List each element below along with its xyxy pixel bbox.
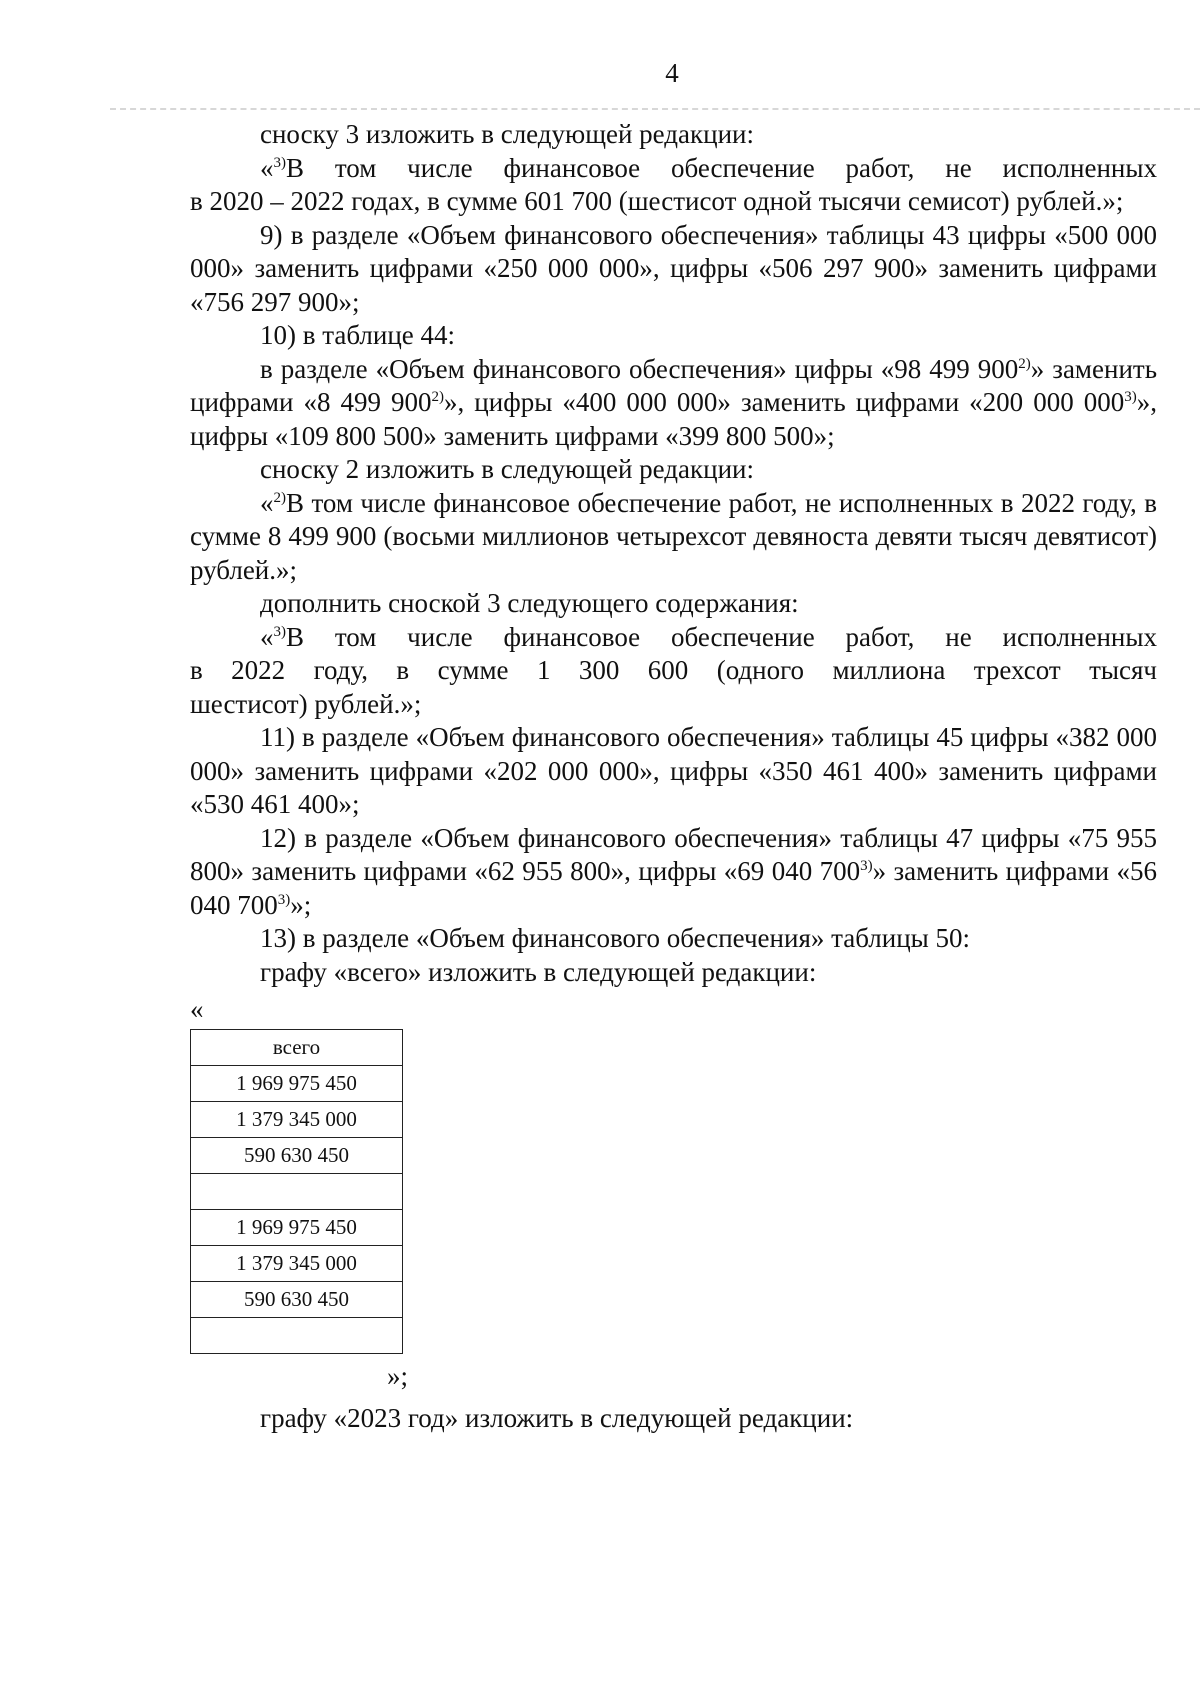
table-header-cell: всего [191,1030,403,1066]
paragraph-footnote3-text [190,152,1157,219]
table-cell: 590 630 450 [191,1282,403,1318]
paragraph-item-10: 10) в таблице 44: [260,320,456,350]
scan-artifact-line [110,108,1200,110]
table-cell [191,1174,403,1210]
table-header-row [191,1030,403,1066]
document-body [190,118,1157,1436]
page-number: 4 [665,58,679,88]
paragraph-footnote2-instruction: сноску 2 изложить в следующей редакции: [260,454,754,484]
footnote3-rest: в 2020 – 2022 годах, в сумме 601 700 (шестисот одной тысячи семисот) рублей.»; [190,186,1124,216]
table-cell: 1 379 345 000 [191,1102,403,1138]
paragraph-item-12: 12) в разделе «Объем финансового обеспечения» таблицы 47 цифры «75 955 800» заменить цифрами «62 955 800», цифры «69 040 700$^{3)}$» заменить цифрами «56 040 700$^{3)}$»; [190,822,1157,920]
table-row [191,1066,403,1102]
table-cell: 1 379 345 000 [191,1246,403,1282]
paragraph-column-2023-instruction: графу «2023 год» изложить в следующей редакции: [260,1403,854,1433]
table-row [191,1210,403,1246]
table-row [191,1102,403,1138]
paragraph-new-footnote3-text [190,621,1157,722]
paragraph-footnote2-text: «$^{2)}$В том числе финансовое обеспечение работ, не исполненных в 2022 году, в сумме 8 499 900 (восьми миллионов четырехсот девяноста девяти тысяч девятисот) рублей.»; [190,487,1157,585]
new-footnote3-line2: в 2022 году, в сумме 1 300 600 (одного миллиона трехсот тысяч [190,655,1157,685]
quote-close-mark: »; [387,1361,409,1391]
paragraph-column-total-instruction: графу «всего» изложить в следующей редакции: [260,956,817,987]
table-cell: 590 630 450 [191,1138,403,1174]
table-cell [191,1318,403,1354]
paragraph-footnote3-instruction: сноску 3 изложить в следующей редакции: [260,119,754,149]
paragraph-add-footnote3: дополнить сноской 3 следующего содержания: [260,588,799,618]
total-column-table [190,1029,403,1354]
table-row [191,1138,403,1174]
paragraph-item-11: 11) в разделе «Объем финансового обеспечения» таблицы 45 цифры «382 000 000» заменить цифрами «202 000 000», цифры «350 461 400» заменить цифрами «530 461 400»; [190,722,1157,819]
table-row [191,1282,403,1318]
footnote3-first-line: «$^{3)}$В том числе финансовое обеспечение работ, не исполненных [260,152,1157,183]
paragraph-item-13: 13) в разделе «Объем финансового обеспечения» таблицы 50: [260,923,971,953]
table-cell: 1 969 975 450 [191,1210,403,1246]
new-footnote3-line3: шестисот) рублей.»; [190,688,422,719]
paragraph-item-9: 9) в разделе «Объем финансового обеспечения» таблицы 43 цифры «500 000 000» заменить цифрами «250 000 000», цифры «506 297 900» заменить цифрами «756 297 900»; [190,219,1157,317]
table-row [191,1246,403,1282]
quote-open-mark: « [190,994,204,1024]
table-cell: 1 969 975 450 [191,1066,403,1102]
table-row [191,1174,403,1210]
new-footnote3-line1: «$^{3)}$В том числе финансовое обеспечение работ, не исполненных [260,621,1157,652]
table-row [191,1318,403,1354]
paragraph-table44-section: в разделе «Объем финансового обеспечения» цифры «98 499 900$^{2)}$» заменить цифрами «8 499 900$^{2)}$», цифры «400 000 000» заменить цифрами «200 000 000$^{3)}$», цифры «109 800 500» заменить цифрами «399 800 500»; [190,353,1158,451]
